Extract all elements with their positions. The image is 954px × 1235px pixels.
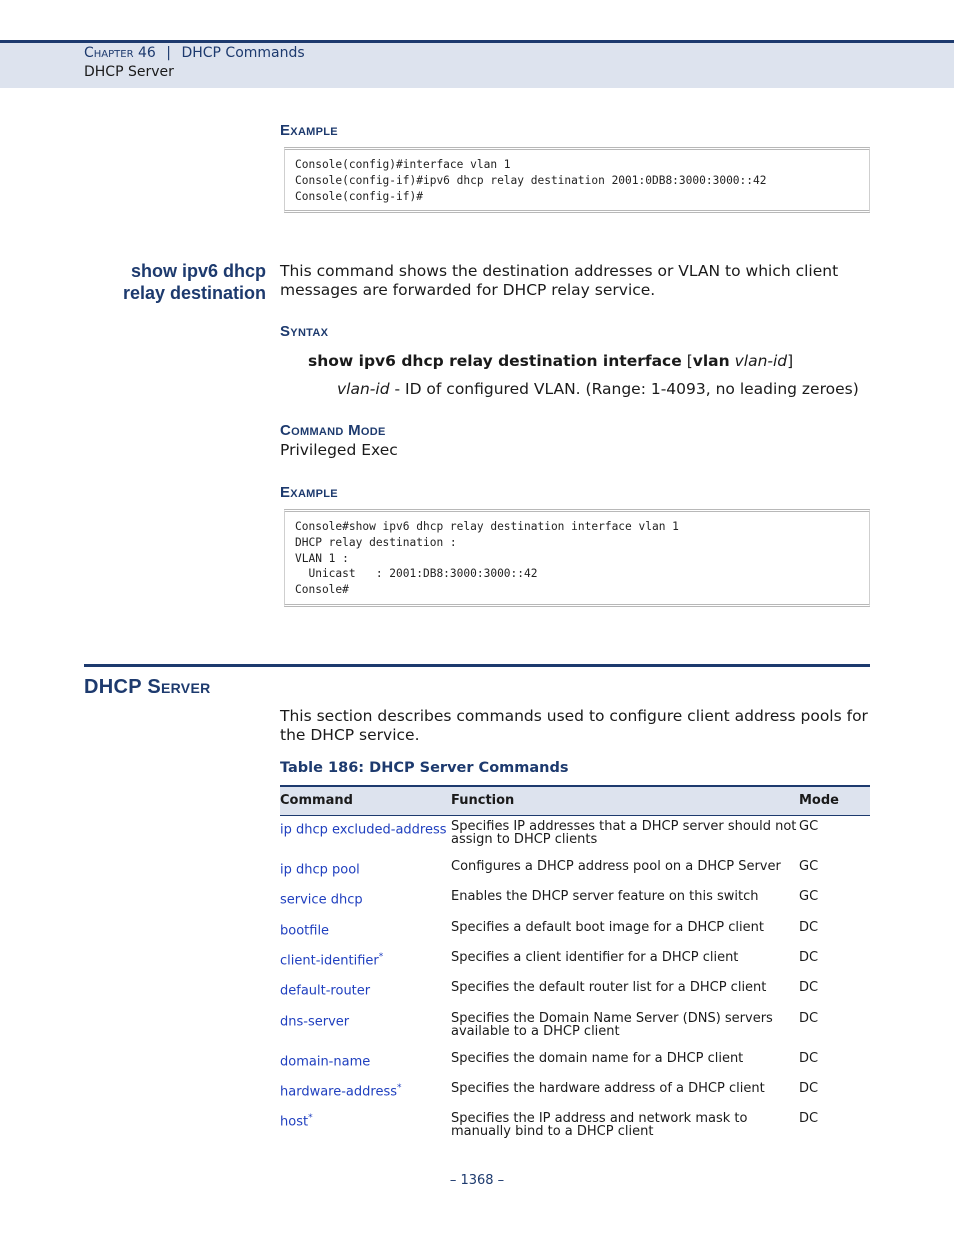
table-row [280, 1107, 870, 1147]
function-cell: Enables the DHCP server feature on this switch [451, 889, 759, 905]
function-cell: Specifies the domain name for a DHCP client [451, 1050, 744, 1066]
parameter-line [337, 380, 859, 398]
page-number: – 1368 – [449, 1173, 505, 1188]
running-header-chapter [84, 45, 305, 61]
running-header-section: DHCP Server [84, 64, 174, 80]
function-cell: Specifies the default router list for a DHCP client [451, 980, 767, 996]
table-row [280, 976, 870, 1006]
mode-cell: DC [799, 1111, 819, 1127]
code-example-1 [284, 147, 870, 213]
mode-cell: DC [799, 949, 819, 965]
parameter-description: - ID of configured VLAN. (Range: 1-4093, no leading zeroes) [389, 380, 859, 398]
syntax-line [308, 352, 793, 370]
command-title-line2: relay destination [122, 283, 266, 303]
syntax-heading: Syntax [280, 323, 329, 340]
command-link[interactable]: ip dhcp excluded-address [280, 822, 447, 838]
table-header-row [280, 786, 870, 816]
table-row [280, 816, 870, 856]
table-row [280, 946, 870, 976]
command-description: This command shows the destination addresses or VLAN to which client messages are forwarded for DHCP relay service. [280, 262, 839, 299]
section-rule [84, 664, 870, 667]
code-example-2-text: Console#show ipv6 dhcp relay destination interface vlan 1 DHCP relay destination : VLAN 1 : Unicast : 2001:DB8:3000:3000::42 Console# [295, 520, 679, 597]
table-row [280, 1007, 870, 1047]
command-link[interactable]: host* [280, 1113, 313, 1130]
header-separator: | [166, 45, 171, 61]
mode-cell: DC [799, 1080, 819, 1096]
command-title-line1: show ipv6 dhcp [130, 261, 266, 281]
table-row [280, 916, 870, 946]
syntax-parameter: vlan-id [734, 352, 788, 370]
command-link[interactable]: ip dhcp pool [280, 862, 360, 878]
function-cell: Specifies the Domain Name Server (DNS) servers available to a DHCP client [451, 1010, 773, 1039]
column-header-command: Command [280, 786, 451, 816]
command-mode-heading: Command Mode [280, 422, 386, 439]
section-title: DHCP Server [84, 676, 211, 698]
column-header-function: Function [451, 786, 799, 816]
syntax-vlan-keyword: vlan [692, 352, 730, 370]
section-intro: This section describes commands used to configure client address pools for the DHCP service. [280, 707, 868, 744]
mode-cell: GC [799, 859, 819, 874]
function-cell: Configures a DHCP address pool on a DHCP Server [451, 859, 781, 874]
parameter-name: vlan-id [337, 380, 390, 398]
command-link[interactable]: client-identifier* [280, 951, 384, 969]
mode-cell: DC [799, 919, 819, 935]
example-heading-1: Example [280, 122, 338, 139]
mode-cell: DC [799, 1050, 819, 1066]
mode-cell: GC [799, 889, 819, 905]
command-link[interactable]: service dhcp [280, 892, 363, 908]
mode-cell: DC [799, 980, 819, 996]
dhcp-server-commands-table [280, 785, 870, 1147]
syntax-command: show ipv6 dhcp relay destination interface [308, 352, 682, 370]
function-cell: Specifies a client identifier for a DHCP client [451, 949, 739, 965]
table-row [280, 1077, 870, 1107]
command-link[interactable]: dns-server [280, 1013, 350, 1029]
command-link[interactable]: domain-name [280, 1053, 371, 1069]
syntax-close-bracket: ] [787, 352, 794, 370]
command-link[interactable]: default-router [280, 983, 371, 999]
table-caption: Table 186: DHCP Server Commands [280, 760, 569, 776]
function-cell: Specifies the hardware address of a DHCP client [451, 1080, 765, 1096]
column-header-mode: Mode [799, 786, 870, 816]
code-example-1-text: Console(config)#interface vlan 1 Console(config-if)#ipv6 dhcp relay destination 2001:0DB8:3000:3000::42 Console(config-if)# [295, 158, 767, 203]
function-cell: Specifies IP addresses that a DHCP server should not assign to DHCP clients [451, 819, 797, 847]
example-heading-2: Example [280, 484, 338, 501]
mode-cell: GC [799, 819, 819, 834]
command-link[interactable]: bootfile [280, 922, 330, 938]
table-row [280, 855, 870, 885]
syntax-open-bracket: [ [686, 352, 693, 370]
chapter-title: DHCP Commands [181, 45, 305, 61]
mode-cell: DC [799, 1010, 819, 1026]
code-example-2 [284, 509, 870, 607]
function-cell: Specifies a default boot image for a DHCP client [451, 919, 764, 935]
command-mode-value: Privileged Exec [280, 441, 398, 459]
command-title [76, 260, 266, 304]
table-row [280, 885, 870, 915]
table-row [280, 1047, 870, 1077]
function-cell: Specifies the IP address and network mask to manually bind to a DHCP client [451, 1111, 748, 1140]
command-link[interactable]: hardware-address* [280, 1082, 402, 1100]
chapter-label: Chapter 46 [84, 45, 156, 61]
